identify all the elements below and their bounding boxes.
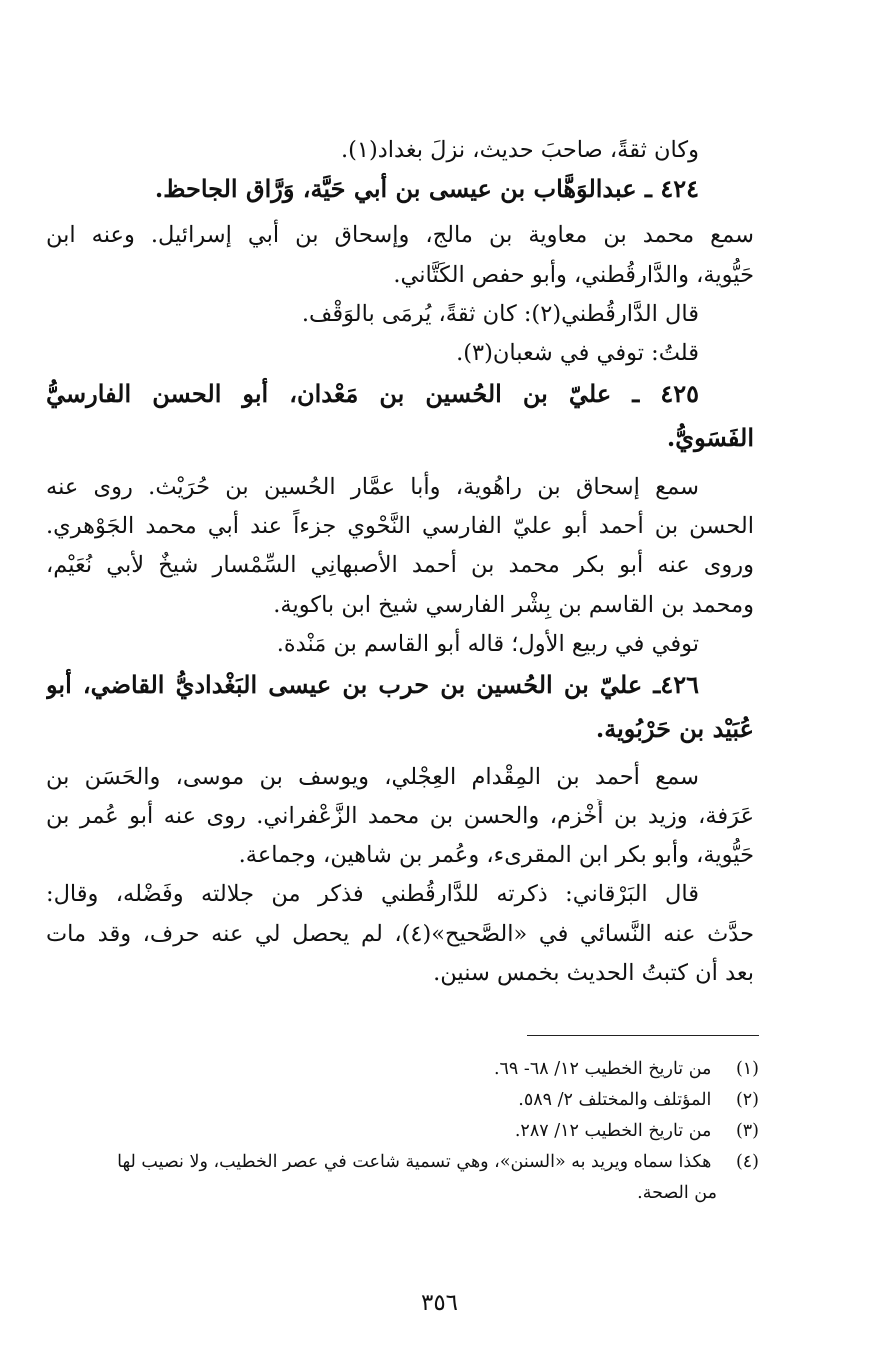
footnote-text: من الصحة.: [637, 1183, 717, 1203]
text-line: سمع محمد بن معاوية بن مالج، وإسحاق بن أبي إسرائيل. وعنه ابن: [46, 222, 754, 248]
text-line: بعد أن كتبتُ الحديث بخمس سنين.: [433, 960, 754, 986]
text-line: وكان ثقةً، صاحبَ حديث، نزلَ بغداد(١).: [340, 137, 699, 163]
footnote-number: (٣): [735, 1121, 759, 1141]
footnote-1: [46, 1056, 759, 1084]
footnote-number: (٢): [735, 1090, 759, 1110]
entry-heading-425: ٤٢٥ ـ عليّ بن الحُسين بن مَعْدان، أبو الحسن الفارسيُّ: [46, 379, 699, 408]
text-line: سمع أحمد بن المِقْدام العِجْلي، ويوسف بن موسى، والحَسَن بن: [46, 764, 699, 790]
footnote-text: هكذا سماه ويريد به «السنن»، وهي تسمية شاعت في عصر الخطيب، ولا نصيب لها: [117, 1152, 712, 1172]
footnote-4: [46, 1149, 759, 1177]
footnote-text: من تاريخ الخطيب ١٢/ ٢٨٧.: [514, 1121, 712, 1141]
footnote-text: المؤتلف والمختلف ٢/ ٥٨٩.: [518, 1090, 712, 1110]
text-line: سمع إسحاق بن راهُوية، وأبا عمَّار الحُسين بن حُرَيْث. روى عنه: [46, 474, 699, 500]
footnote-2: [46, 1087, 759, 1115]
text-line: حَيُّوية، والدَّارقُطني، وأبو حفص الكَتَّاني.: [393, 262, 754, 288]
text-line: توفي في ربيع الأول؛ قاله أبو القاسم بن مَنْدة.: [276, 631, 699, 657]
text-line: الحسن بن أحمد أبو عليّ الفارسي النَّحْوي جزءاً عند أبي محمد الجَوْهري.: [46, 513, 754, 539]
text-line: وروى عنه أبو بكر محمد بن أحمد الأصبهانِي السِّمْسار شيخٌ لأبي نُعَيْم،: [46, 552, 754, 578]
footnote-4-cont: [46, 1180, 717, 1208]
text-line: قلتُ: توفي في شعبان(٣).: [456, 340, 699, 366]
text-line: حدَّث عنه النَّسائي في «الصَّحيح»(٤)، لم يحصل لي عنه حرف، وقد مات: [46, 921, 754, 947]
text-line: قال البَرْقاني: ذكرته للدَّارقُطني فذكر من جلالته وفَضْله، وقال:: [46, 881, 699, 907]
footnote-3: [46, 1118, 759, 1146]
page-number: ٣٥٦: [420, 1290, 459, 1316]
text-line: حَيُّوية، وأبو بكر ابن المقرىء، وعُمر بن شاهين، وجماعة.: [238, 842, 754, 868]
entry-heading-426-cont: عُبَيْد بن حَرْبُوية.: [595, 714, 754, 743]
entry-heading-426: ٤٢٦ـ عليّ بن الحُسين بن حرب بن عيسى البَغْداديُّ القاضي، أبو: [46, 670, 699, 699]
text-line: قال الدَّارقُطني(٢): كان ثقةً، يُرمَى بالوَقْف.: [301, 301, 699, 327]
footnote-text: من تاريخ الخطيب ١٢/ ٦٨- ٦٩.: [493, 1059, 712, 1079]
footnote-separator: [527, 1035, 759, 1036]
text-line: عَرَفة، وزيد بن أَخْزم، والحسن بن محمد الزَّعْفراني. روى عنه أبو عُمر بن: [46, 803, 754, 829]
entry-heading-424: ٤٢٤ ـ عبدالوَهَّاب بن عيسى بن أبي حَيَّة، وَرَّاق الجاحظ.: [154, 174, 699, 203]
footnote-number: (١): [735, 1059, 759, 1079]
entry-heading-425-cont: الفَسَويُّ.: [666, 423, 754, 452]
footnote-number: (٤): [735, 1152, 759, 1172]
text-line: ومحمد بن القاسم بن بِشْر الفارسي شيخ ابن باكوية.: [273, 592, 754, 618]
